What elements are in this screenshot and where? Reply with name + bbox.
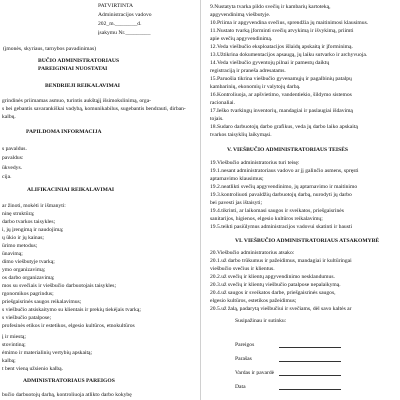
body-line: s bei gebantis savarankiškai vadybą, komunikabilus, sugebantis bendrauti, dirban- (2, 106, 186, 112)
body-line: 20.1.už darbo trūkumus ir pažeidimus, mandagiai ir kultūringai (210, 258, 352, 264)
body-line: 17.Ieško tvarkingų inventorių, mandagiai ir paslaugiai išdavimą (210, 108, 353, 114)
section-heading: BUČIO ADMINISTRATORIAUS (38, 58, 120, 64)
body-line: į ir miestą; (2, 334, 26, 340)
body-line: 14.Veda viešbučio gyventojų pilnai ir pamestų daiktų (210, 60, 330, 66)
body-line: 19.2.neatlikti svečių apgyvendinimo, jų aptarnavimo ir maitinimo (210, 184, 358, 190)
body-line: ėmimo ir materialinių vertybių apskaitą; (2, 350, 93, 356)
signature-field-label: Pareigos (235, 342, 255, 348)
section-heading: VI. VIEŠBUČIO ADMINISTRATORIAUS ATSAKOMYBĖ (235, 238, 380, 244)
body-line: os darbo organizavimą; (2, 275, 55, 281)
body-line: ūkvedys. (2, 165, 23, 171)
body-line: 19.1.nesant administratoriaus vadovo ar jį galinčio asmens, spręsti (210, 168, 359, 174)
approval-line: 202_m.________d. (98, 21, 142, 27)
body-line: t bent vieną užsienio kalbą. (2, 366, 64, 372)
signature-field-label: Data (235, 384, 246, 390)
body-line: pavaldus: (2, 155, 24, 161)
signature-intro: Susipažinau ir sutinku: (235, 318, 287, 324)
body-line: kalbą; (2, 358, 16, 364)
approval-line: įsakymu Nr._________ (98, 30, 151, 36)
body-line: 20.2.už svečių ir klientų apgyvendinimo nesklandumus. (210, 274, 335, 280)
body-line: 13.Užtikrina dokumentacijos apsaugą, jų laiku sutvarko ir archyvuoja. (210, 52, 368, 58)
body-line: darbo tvarkos taisykles; (2, 219, 56, 225)
signature-field-line (279, 347, 341, 348)
signature-field-line (279, 389, 341, 390)
body-line: cija. (2, 174, 12, 180)
body-line: (įmonės, skyriaus, tarnybos pavadinimas) (3, 46, 97, 52)
body-line: mos su svečiais ir viešbučio darbuotojais taisykles; (2, 283, 117, 289)
section-heading: BENDRIEJI REIKALAVIMAI (45, 83, 120, 89)
body-line: apie svečių apgyvendinimą. (210, 36, 273, 42)
body-line: rgonomikos pagrindus; (2, 291, 54, 297)
approval-line: Administracijos vadovo (98, 12, 152, 18)
body-line: 19.5.teikti pasiūlymus administracijos vadovui skatinti ir bausti (210, 224, 353, 230)
body-line: 20.Viešbučio administratorius atsako: (210, 250, 295, 256)
body-line: tojais. (210, 116, 224, 122)
body-line: 12.Veda viešbučio eksploatacijos išlaidų apskaitą ir įforminimą. (210, 44, 353, 50)
body-line: 15.Paruošia tikrina viešbučio gyvenamųjų ir pagalbinių patalpų (210, 76, 352, 82)
signature-field-line (279, 375, 341, 376)
body-line: 9.Nustatyta tvarka pildo svečių ir kambarių kartoteką, (210, 4, 331, 10)
body-line: 19.3.kontroliuoti pavaldžių darbuotojų darbą, nurodyti jų darbo (210, 192, 352, 198)
body-line: kambarinių, ekonomių ir valytojų darbą. (210, 84, 301, 90)
body-line: grindinės priimamas asmuo, turintis aukštąjį išsimokslinimą, orga- (2, 98, 152, 104)
section-heading: V. VIEŠBUČIO ADMINISTRATORIAUS TEISĖS (227, 147, 349, 153)
body-line: kalbų. (2, 114, 16, 120)
document-page-right (201, 0, 400, 400)
signature-field-label: Parašas (235, 356, 252, 362)
body-line: ar žinoti, mokėti ir išmanyti: (2, 203, 66, 209)
approval-line: PATVIRTINTA (98, 3, 134, 9)
body-line: racionaliai. (210, 100, 236, 106)
section-heading: PAREIGINIAI NUOSTATAI (38, 66, 108, 72)
body-line: registraciją ir praneša adresatams. (210, 68, 286, 74)
body-line: ūnavimą; (2, 251, 23, 257)
body-line: profesinės etikos ir estetikos, elgesio kultūros, etnokultūros (2, 323, 135, 329)
body-line: ninę struktūrą; (2, 211, 35, 217)
body-line: ymo organizavimą; (2, 267, 46, 273)
signature-field-line (279, 361, 341, 362)
section-heading: PAPILDOMA INFORMACIJA (26, 129, 102, 135)
body-line: ūrimo metodus; (2, 243, 38, 249)
body-line: 11.Nustato tvarką įforminti svečių atvykimą ir išvykimą, priimti (210, 28, 354, 34)
body-line: 18.Sudaro darbuotojų darbo grafikus, veda jų darbo laiko apskaitą (210, 124, 358, 130)
body-line: aptarnavimo klausimus; (210, 176, 264, 182)
body-line: apgyvendinimą viešbutyje. (210, 12, 271, 18)
body-line: s viešbučio atsiskaitymo su klientais ir prekių tiekėjais tvarką; (2, 307, 141, 313)
body-line: 10.Priima ir apgyvendina svečius, sprendžia jų maitinimosi klausimus. (210, 20, 369, 26)
body-line: bučio darbuotojų darbą, kontroliuoja atlikto darbo kokybę (2, 392, 132, 398)
body-line: dimo viešbutyje tvarką; (2, 259, 55, 265)
section-heading: ADMINISTRATORIAUS PAREIGOS (23, 378, 115, 384)
body-line: bei pavesti jas ištaisyti; (210, 200, 263, 206)
body-line: sanitarijos, higienos, elgesio kultūros reikalavimų; (210, 216, 323, 222)
body-line: viešbučio svečius ir klientus. (210, 266, 275, 272)
body-line: tvarkos taisyklių laikymąsi. (210, 132, 272, 138)
body-line: 16.Kontroliuoja, ar apšvietimo, vandentiekio, šildymo sistemos (210, 92, 352, 98)
body-line: 19.4.tikrinti, ar laikomasi saugos ir sveikatos, priešgaisrinės (210, 208, 344, 214)
signature-field-label: Vardas ir pavardė (235, 370, 275, 376)
body-line: priešgaisrinės saugos reikalavimus; (2, 299, 82, 305)
body-line: 20.4.už saugos ir sveikatos darbe, priešgaisrinės saugos, (210, 290, 336, 296)
body-line: 20.5.už žalą, padarytą viešbučiui ir svečiams, dėl savo kaltės ar (210, 306, 352, 312)
body-line: stovintiną; (2, 342, 26, 348)
body-line: s viešbučio patalpose; (2, 315, 52, 321)
body-line: 20.3.už svečių ir klientų viešbučio patalpose nepalaikymą. (210, 282, 341, 288)
body-line: i, jų įrengimą ir naudojimą; (2, 227, 64, 233)
section-heading: ALIFIKACINIAI REIKALAVIMAI (27, 187, 115, 193)
body-line: elgesio kultūros, estetikos pažeidimus; (210, 298, 297, 304)
body-line: s pavaldus. (2, 146, 27, 152)
body-line: 19.Viešbučio administratorius turi teisę: (210, 160, 300, 166)
body-line: ų ūkio ir jų kainas; (2, 235, 44, 241)
